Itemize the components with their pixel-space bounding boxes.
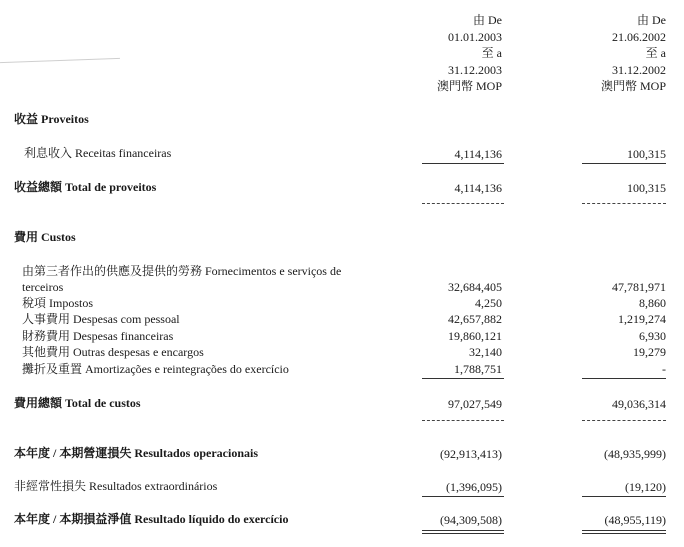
value-total-custos-2002: 49,036,314 bbox=[612, 397, 666, 411]
underline-custos-2002 bbox=[582, 378, 666, 379]
dash-total-proveitos-2003 bbox=[422, 203, 504, 204]
header-to: 至 a bbox=[481, 46, 502, 60]
scan-artifact-line bbox=[0, 58, 120, 63]
value-amortizacoes-2002: - bbox=[662, 362, 666, 376]
header-from: 由 De bbox=[473, 13, 502, 27]
header-currency: 澳門幣 MOP bbox=[436, 79, 502, 93]
value-operacionais-2003: (92,913,413) bbox=[440, 447, 502, 461]
value-financeiras-2003: 19,860,121 bbox=[448, 329, 502, 343]
column-header-2002 bbox=[526, 12, 666, 95]
value-extra-2002: (19,120) bbox=[625, 480, 666, 494]
header-from: 由 De bbox=[637, 13, 666, 27]
header-end-date: 31.12.2003 bbox=[448, 62, 502, 77]
header-currency: 澳門幣 MOP bbox=[600, 79, 666, 93]
dash-total-custos-2003 bbox=[422, 420, 504, 421]
value-liquido-2003: (94,309,508) bbox=[440, 513, 502, 527]
row-label-fornecimentos: 由第三者作出的供應及提供的勞務 Fornecimentos e serviços de bbox=[22, 264, 342, 278]
value-total-proveitos-2003: 4,114,136 bbox=[454, 181, 502, 195]
value-impostos-2002: 8,860 bbox=[639, 296, 666, 310]
value-liquido-2002: (48,955,119) bbox=[604, 513, 666, 527]
section-title-proveitos: 收益 Proveitos bbox=[14, 112, 89, 126]
value-outras-2003: 32,140 bbox=[469, 345, 502, 359]
row-label-resultado-liquido: 本年度 / 本期損益淨值 Resultado líquido do exercício bbox=[14, 512, 289, 526]
double-underline-liquido-2002 bbox=[582, 530, 666, 534]
underline-receitas-2002 bbox=[582, 163, 666, 164]
dash-total-proveitos-2002 bbox=[582, 203, 666, 204]
value-outras-2002: 19,279 bbox=[633, 345, 666, 359]
row-label-outras: 其他費用 Outras despesas e encargos bbox=[22, 345, 204, 359]
dash-total-custos-2002 bbox=[582, 420, 666, 421]
value-total-proveitos-2002: 100,315 bbox=[627, 181, 666, 195]
header-to: 至 a bbox=[645, 46, 666, 60]
row-label-total-custos: 費用總額 Total de custos bbox=[14, 396, 141, 410]
value-extra-2003: (1,396,095) bbox=[446, 480, 502, 494]
double-underline-liquido-2003 bbox=[422, 530, 504, 534]
value-impostos-2003: 4,250 bbox=[475, 296, 502, 310]
column-header-2003 bbox=[362, 12, 502, 95]
row-label-resultados-operacionais: 本年度 / 本期營運損失 Resultados operacionais bbox=[14, 446, 259, 460]
row-label-pessoal: 人事費用 Despesas com pessoal bbox=[22, 312, 180, 326]
value-receitas-2003: 4,114,136 bbox=[454, 147, 502, 161]
value-amortizacoes-2003: 1,788,751 bbox=[454, 362, 502, 376]
row-label-fornecimentos-cont: terceiros bbox=[22, 280, 64, 294]
value-fornecimentos-2003: 32,684,405 bbox=[448, 280, 502, 294]
section-title-custos: 費用 Custos bbox=[14, 230, 76, 244]
underline-extra-2002 bbox=[582, 496, 666, 497]
value-operacionais-2002: (48,935,999) bbox=[604, 447, 666, 461]
row-label-impostos: 稅項 Impostos bbox=[22, 296, 94, 310]
underline-extra-2003 bbox=[422, 496, 504, 497]
header-end-date: 31.12.2002 bbox=[612, 62, 666, 77]
header-start-date: 21.06.2002 bbox=[612, 29, 666, 44]
value-pessoal-2002: 1,219,274 bbox=[618, 312, 666, 326]
row-label-total-proveitos: 收益總額 Total de proveitos bbox=[14, 180, 157, 194]
row-label-amortizacoes: 攤折及重置 Amortizações e reintegrações do exercício bbox=[22, 362, 289, 376]
underline-receitas-2003 bbox=[422, 163, 504, 164]
value-fornecimentos-2002: 47,781,971 bbox=[612, 280, 666, 294]
value-total-custos-2003: 97,027,549 bbox=[448, 397, 502, 411]
value-receitas-2002: 100,315 bbox=[627, 147, 666, 161]
row-label-receitas: 利息收入 Receitas financeiras bbox=[24, 146, 172, 160]
row-label-financeiras: 財務費用 Despesas financeiras bbox=[22, 329, 174, 343]
header-start-date: 01.01.2003 bbox=[448, 29, 502, 44]
value-financeiras-2002: 6,930 bbox=[639, 329, 666, 343]
underline-custos-2003 bbox=[422, 378, 504, 379]
value-pessoal-2003: 42,657,882 bbox=[448, 312, 502, 326]
row-label-resultados-extraordinarios: 非經常性損失 Resultados extraordinários bbox=[14, 479, 218, 493]
